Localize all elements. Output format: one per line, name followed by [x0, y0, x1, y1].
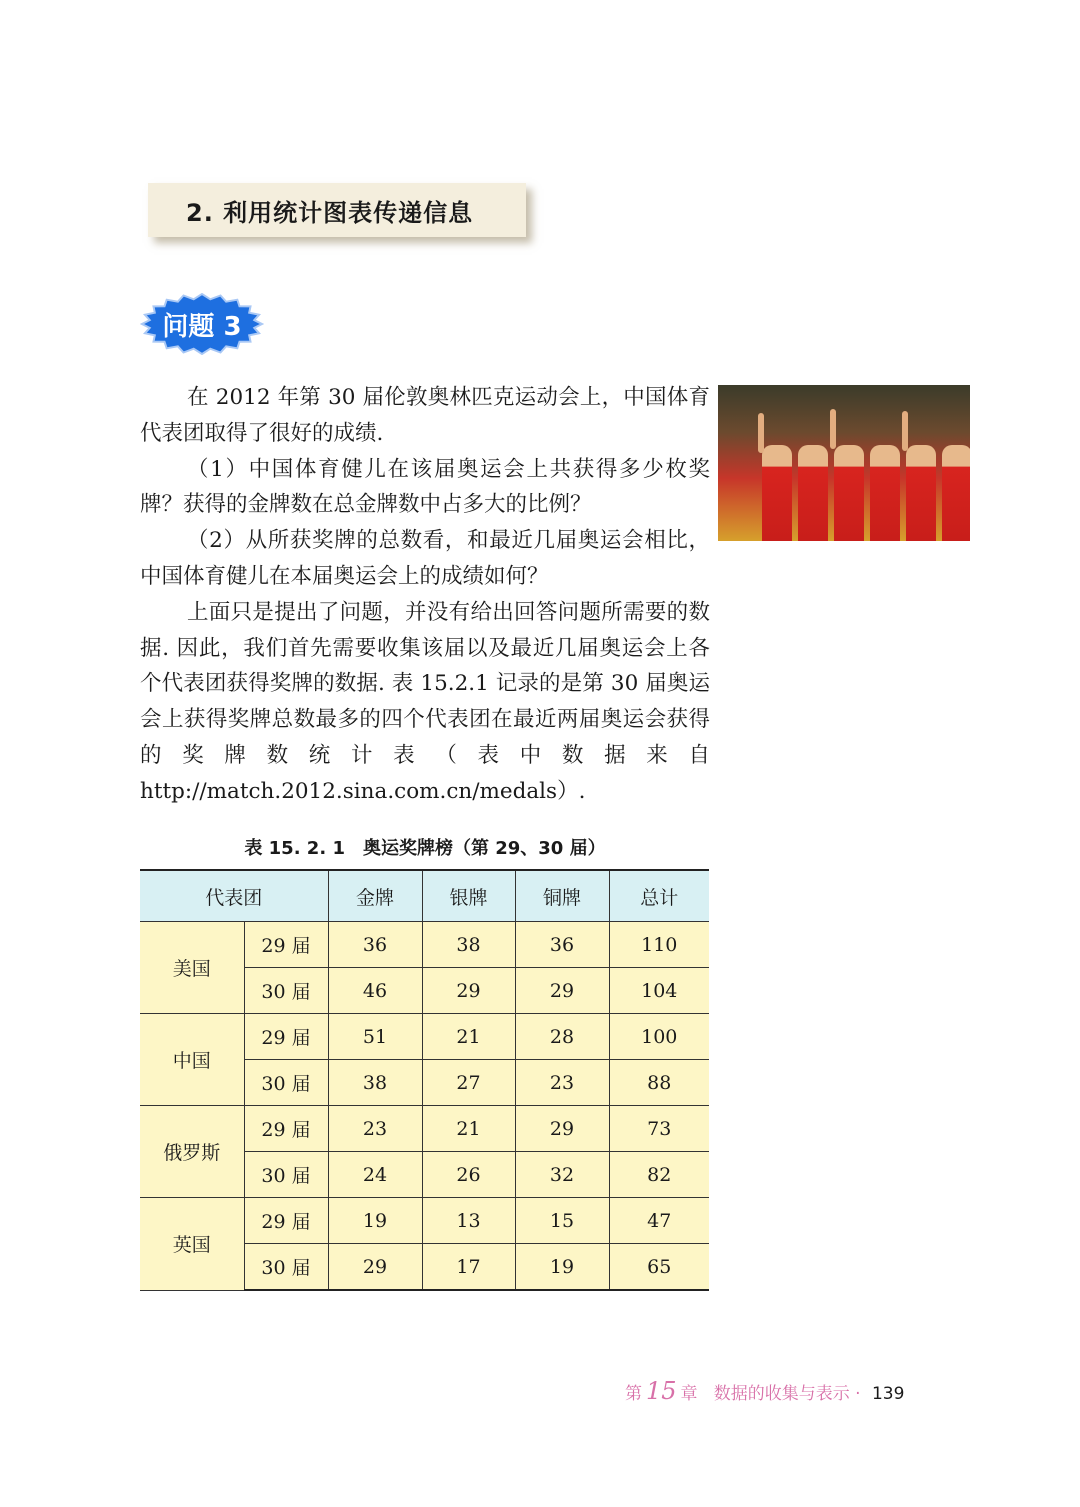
session-cell: 30 届 [244, 968, 328, 1014]
gold-cell: 19 [328, 1198, 422, 1244]
table-row [140, 922, 709, 968]
table-row [140, 1198, 709, 1244]
session-cell: 29 届 [244, 922, 328, 968]
team-name: 俄罗斯 [140, 1106, 244, 1198]
total-cell: 104 [609, 968, 709, 1014]
gold-cell: 23 [328, 1106, 422, 1152]
table-caption: 表 15. 2. 1 奥运奖牌榜（第 29、30 届） [244, 838, 606, 859]
header-total: 总计 [609, 870, 709, 922]
gold-cell: 36 [328, 922, 422, 968]
paragraph-intro: 在 2012 年第 30 届伦敦奥林匹克运动会上，中国体育代表团取得了很好的成绩. [140, 385, 710, 446]
chapter-title: 数据的收集与表示 [713, 1384, 850, 1404]
bronze-cell: 28 [515, 1014, 609, 1060]
paragraph-question-2: （2）从所获奖牌的总数看，和最近几届奥运会相比，中国体育健儿在本届奥运会上的成绩如何？ [140, 528, 710, 589]
header-bronze: 铜牌 [515, 870, 609, 922]
table-row [140, 1106, 709, 1152]
chapter-prefix: 第 [625, 1384, 642, 1404]
chapter-suffix: 章 [680, 1384, 698, 1404]
session-cell: 30 届 [244, 1244, 328, 1291]
bronze-cell: 15 [515, 1198, 609, 1244]
section-heading-banner [148, 183, 526, 237]
footer-separator: · [855, 1384, 861, 1404]
session-cell: 30 届 [244, 1152, 328, 1198]
header-silver: 银牌 [422, 870, 515, 922]
team-name: 英国 [140, 1198, 244, 1291]
session-cell: 29 届 [244, 1106, 328, 1152]
gold-cell: 51 [328, 1014, 422, 1060]
bronze-cell: 29 [515, 968, 609, 1014]
total-cell: 100 [609, 1014, 709, 1060]
bronze-cell: 29 [515, 1106, 609, 1152]
gold-cell: 29 [328, 1244, 422, 1291]
bronze-cell: 36 [515, 922, 609, 968]
header-team: 代表团 [140, 870, 328, 922]
header-gold: 金牌 [328, 870, 422, 922]
paragraph-data-collection: 上面只是提出了问题，并没有给出回答问题所需要的数据. 因此，我们首先需要收集该届以及最近几届奥运会上各个代表团获得奖牌的数据. 表 15.2.1 记录的是第 30 届奥运会上获得奖牌总数最多的四个代表团在最近两届奥运会获得的奖牌数统计表（表中数据来自 http://match.2012.sina.com.cn/medals）. [140, 599, 710, 804]
silver-cell: 13 [422, 1198, 515, 1244]
session-cell: 29 届 [244, 1198, 328, 1244]
total-cell: 47 [609, 1198, 709, 1244]
session-cell: 29 届 [244, 1014, 328, 1060]
table-row [140, 1014, 709, 1060]
gold-cell: 24 [328, 1152, 422, 1198]
total-cell: 110 [609, 922, 709, 968]
page-footer [625, 1377, 904, 1405]
bronze-cell: 23 [515, 1060, 609, 1106]
silver-cell: 29 [422, 968, 515, 1014]
total-cell: 88 [609, 1060, 709, 1106]
problem-badge [140, 293, 264, 355]
chapter-number: 15 [646, 1377, 677, 1405]
silver-cell: 21 [422, 1106, 515, 1152]
silver-cell: 17 [422, 1244, 515, 1291]
silver-cell: 21 [422, 1014, 515, 1060]
gold-cell: 46 [328, 968, 422, 1014]
body-text [140, 380, 710, 810]
paragraph-question-1: （1）中国体育健儿在该届奥运会上共获得多少枚奖牌？获得的金牌数在总金牌数中占多大的比例？ [140, 456, 710, 518]
session-cell: 30 届 [244, 1060, 328, 1106]
silver-cell: 26 [422, 1152, 515, 1198]
bronze-cell: 32 [515, 1152, 609, 1198]
total-cell: 82 [609, 1152, 709, 1198]
medal-table [140, 869, 709, 1291]
bronze-cell: 19 [515, 1244, 609, 1291]
page-number: 139 [871, 1384, 905, 1404]
total-cell: 65 [609, 1244, 709, 1291]
table-header-row [140, 870, 709, 922]
silver-cell: 27 [422, 1060, 515, 1106]
silver-cell: 38 [422, 922, 515, 968]
total-cell: 73 [609, 1106, 709, 1152]
team-name: 中国 [140, 1014, 244, 1106]
olympic-athletes-photo [718, 385, 970, 541]
section-title: 2. 利用统计图表传递信息 [186, 198, 474, 227]
gold-cell: 38 [328, 1060, 422, 1106]
problem-badge-label: 问题 3 [162, 311, 242, 342]
team-name: 美国 [140, 922, 244, 1014]
